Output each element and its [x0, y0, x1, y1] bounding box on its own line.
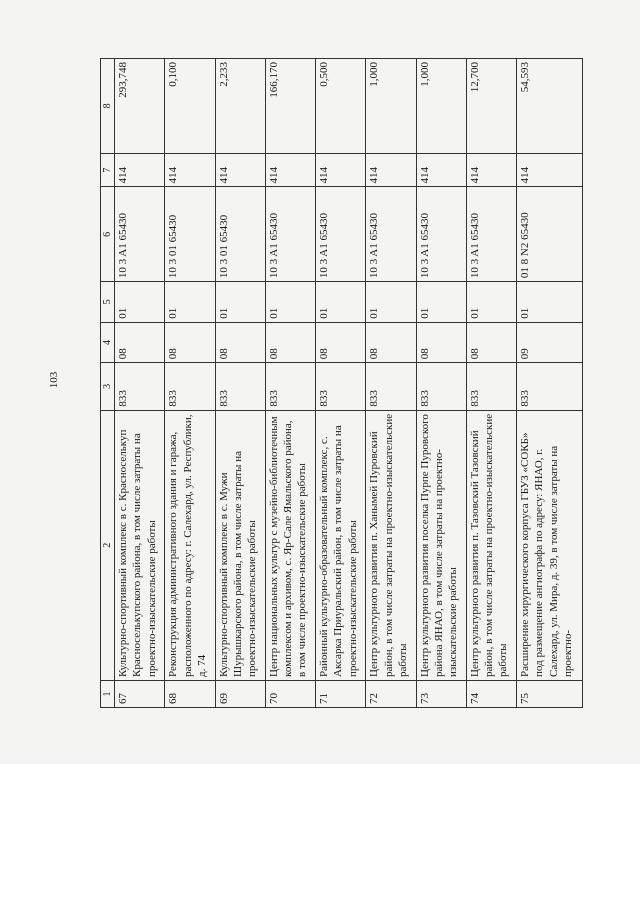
target-article: 10 3 A1 65430	[416, 187, 466, 282]
col-header: 4	[101, 322, 115, 363]
code-833: 833	[316, 363, 366, 410]
code-833: 833	[165, 363, 215, 410]
object-name: Районный культурно-образовательный комплекс, с. Аксарка Приуральский район, в том числе затраты на проектно-изыскательские работы	[316, 410, 366, 680]
row-number: 70	[265, 680, 315, 707]
subsection-code: 01	[215, 282, 265, 323]
target-article: 10 3 A1 65430	[115, 187, 165, 282]
subsection-code: 01	[416, 282, 466, 323]
budget-table	[100, 58, 583, 708]
row-number: 71	[316, 680, 366, 707]
object-name: Центр культурного развития п. Тазовский Тазовский район, в том числе затраты на проектно-изыскательские работы	[466, 410, 516, 680]
code-833: 833	[466, 363, 516, 410]
subsection-code: 01	[466, 282, 516, 323]
table-row	[316, 59, 366, 708]
expense-type: 414	[366, 153, 416, 187]
subsection-code: 01	[517, 282, 583, 323]
object-name: Культурно-спортивный комплекс в с. Красноселькуп Красноселькупского района, в том числе затраты на проектно-изыскательские работы	[115, 410, 165, 680]
amount: 2,233	[215, 59, 265, 154]
expense-type: 414	[316, 153, 366, 187]
table-row	[366, 59, 416, 708]
target-article: 10 3 A1 65430	[316, 187, 366, 282]
section-code: 08	[115, 322, 165, 363]
header-row	[101, 59, 115, 708]
expense-type: 414	[416, 153, 466, 187]
row-number: 72	[366, 680, 416, 707]
amount: 12,700	[466, 59, 516, 154]
amount: 1,000	[416, 59, 466, 154]
table-row	[517, 59, 583, 708]
section-code: 08	[265, 322, 315, 363]
subsection-code: 01	[165, 282, 215, 323]
expense-type: 414	[215, 153, 265, 187]
code-833: 833	[366, 363, 416, 410]
section-code: 08	[466, 322, 516, 363]
amount: 293,748	[115, 59, 165, 154]
subsection-code: 01	[265, 282, 315, 323]
object-name: Центр культурного развития поселка Пурпе Пуровского района ЯНАО, в том числе затраты на проектно-изыскательские работы	[416, 410, 466, 680]
table-row	[215, 59, 265, 708]
expense-type: 414	[517, 153, 583, 187]
object-name: Культурно-спортивный комплекс в с. Мужи Шурышкарского района, в том числе затраты на проектно-изыскательские работы	[215, 410, 265, 680]
amount: 166,170	[265, 59, 315, 154]
col-header: 1	[101, 680, 115, 707]
code-833: 833	[265, 363, 315, 410]
code-833: 833	[416, 363, 466, 410]
expense-type: 414	[165, 153, 215, 187]
col-header: 3	[101, 363, 115, 410]
object-name: Центр культурного развития п. Ханымей Пуровский район, в том числе затраты на проектно-изыскательские работы	[366, 410, 416, 680]
object-name: Расширение хирургического корпуса ГБУЗ «СОКБ» под размещение ангиографа по адресу: ЯНАО, г. Салехард, ул. Мира, д. 39, в том числе затраты на проектно-	[517, 410, 583, 680]
table-row	[416, 59, 466, 708]
row-number: 74	[466, 680, 516, 707]
section-code: 08	[366, 322, 416, 363]
amount: 0,100	[165, 59, 215, 154]
row-number: 68	[165, 680, 215, 707]
amount: 54,593	[517, 59, 583, 154]
expense-type: 414	[115, 153, 165, 187]
col-header: 7	[101, 153, 115, 187]
table-row	[165, 59, 215, 708]
section-code: 08	[416, 322, 466, 363]
amount: 0,500	[316, 59, 366, 154]
code-833: 833	[215, 363, 265, 410]
object-name: Реконструкция административного здания и гаража, расположенного по адресу: г. Салехард, ул. Республики, д. 74	[165, 410, 215, 680]
subsection-code: 01	[316, 282, 366, 323]
amount: 1,000	[366, 59, 416, 154]
page-number: 103	[48, 371, 60, 389]
section-code: 08	[165, 322, 215, 363]
table-row	[115, 59, 165, 708]
col-header: 6	[101, 187, 115, 282]
rotated-table-wrapper	[100, 58, 583, 708]
subsection-code: 01	[115, 282, 165, 323]
col-header: 5	[101, 282, 115, 323]
table-row	[466, 59, 516, 708]
target-article: 01 8 N2 65430	[517, 187, 583, 282]
target-article: 10 3 01 65430	[215, 187, 265, 282]
row-number: 67	[115, 680, 165, 707]
row-number: 73	[416, 680, 466, 707]
code-833: 833	[115, 363, 165, 410]
section-code: 08	[316, 322, 366, 363]
target-article: 10 3 A1 65430	[466, 187, 516, 282]
section-code: 08	[215, 322, 265, 363]
section-code: 09	[517, 322, 583, 363]
target-article: 10 3 01 65430	[165, 187, 215, 282]
expense-type: 414	[466, 153, 516, 187]
expense-type: 414	[265, 153, 315, 187]
row-number: 75	[517, 680, 583, 707]
subsection-code: 01	[366, 282, 416, 323]
code-833: 833	[517, 363, 583, 410]
table-row	[265, 59, 315, 708]
row-number: 69	[215, 680, 265, 707]
target-article: 10 3 A1 65430	[366, 187, 416, 282]
object-name: Центр национальных культур с музейно-библиотечным комплексом и архивом, с. Яр-Сале Ямальского района, в том числе проектно-изыскательские работы	[265, 410, 315, 680]
col-header: 8	[101, 59, 115, 154]
col-header: 2	[101, 410, 115, 680]
target-article: 10 3 A1 65430	[265, 187, 315, 282]
